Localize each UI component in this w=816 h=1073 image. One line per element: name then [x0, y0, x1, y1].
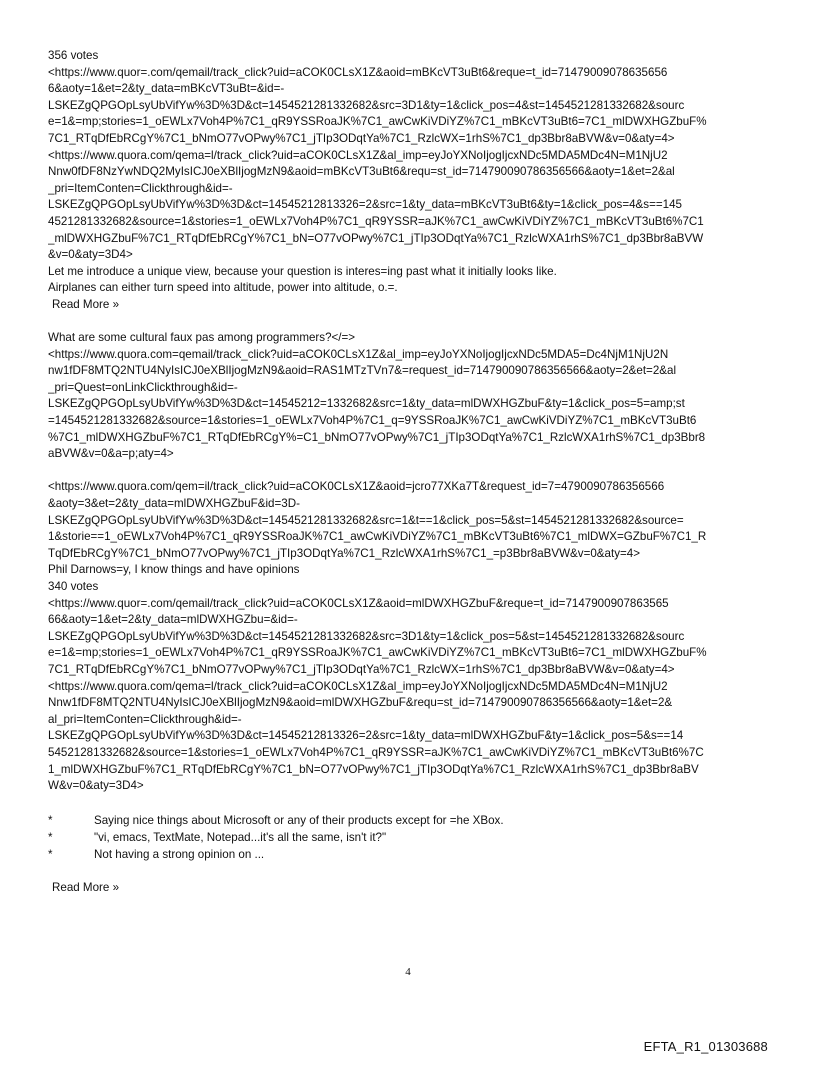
- tracking-link[interactable]: [48, 596, 770, 679]
- link-line: 7C1_RTqDfEbRCgY%7C1_bNmO77vOPwy%7C1_jTIp3ODqtYa%7C1_RzlcWX=1rhS%7C1_dp3Bbr8aBVW&v=0&aty=4>: [48, 131, 675, 145]
- tracking-link[interactable]: [48, 347, 770, 463]
- link-line: LSKEZgQPGOpLsyUbVifYw%3D%3D&ct=1454521281332682&src=3D1&ty=1&click_pos=4&st=1454521281332682&sourc: [48, 98, 685, 112]
- tracking-link[interactable]: [48, 479, 770, 562]
- link-line: LSKEZgQPGOpLsyUbVifYw%3D%3D&ct=1454521281332682&src=3D1&ty=1&click_pos=5&st=1454521281332682&sourc: [48, 629, 685, 643]
- link-line: <https://www.quor=.com/qemail/track_click?uid=aCOK0CLsX1Z&aoid=mBKcVT3uBt6&reque=t_id=71479009078635656: [48, 65, 668, 79]
- link-line: %7C1_mlDWXHGZbuF%7C1_RTqDfEbRCgY%=C1_bNmO77vOPwy%7C1_jTIp3ODqtYa%7C1_RzlcWXA1rhS%7C1_dp3Bbr8: [48, 430, 706, 444]
- vote-count: 340 votes: [48, 580, 99, 593]
- link-line: _pri=Quest=onLinkClickthrough&id=-: [48, 380, 238, 394]
- link-line: =1454521281332682&source=1&stories=1_oEWLx7Voh4P%7C1_q=9YSSRoaJK%7C1_awCwKiVDiYZ%7C1_mBKcVT3uBt6: [48, 414, 697, 428]
- link-line: _pri=ItemConten=Clickthrough&id=-: [48, 181, 233, 195]
- link-line: TqDfEbRCgY%7C1_bNmO77vOPwy%7C1_jTIp3ODqtYa%7C1_RzlcWXA1rhS%7C1_=p3Bbr8aBVW&v=0&aty=4>: [48, 546, 640, 560]
- tracking-link[interactable]: [48, 65, 770, 148]
- link-line: LSKEZgQPGOpLsyUbVifYw%3D%3D&ct=14545212=1332682&src=1&ty_data=mlDWXHGZbuF&ty=1&click_pos=5=amp;st: [48, 397, 685, 411]
- tracking-link[interactable]: [48, 148, 770, 264]
- link-line: 7C1_RTqDfEbRCgY%7C1_bNmO77vOPwy%7C1_jTIp3ODqtYa%7C1_RzlcWX=1rhS%7C1_dp3Bbr8aBVW&v=0&aty=4>: [48, 662, 675, 676]
- link-line: <https://www.quora.com/qema=l/track_click?uid=aCOK0CLsX1Z&al_imp=eyJoYXNoIjogIjcxNDc5MDA5MDc4N=M1NjU2: [48, 148, 668, 162]
- bullet-text: "vi, emacs, TextMate, Notepad...it's all the same, isn't it?": [94, 830, 387, 844]
- link-line: <https://www.quora.com=qemail/track_click?uid=aCOK0CLsX1Z&al_imp=eyJoYXNoIjogIjcxNDc5MDA5=Dc4NjM1NjU2N: [48, 347, 669, 361]
- bullet-mark: *: [48, 814, 53, 828]
- link-line: 66&aoty=1&et=2&ty_data=mlDWXHGZbu=&id=-: [48, 613, 298, 627]
- link-line: &aoty=3&et=2&ty_data=mlDWXHGZbuF&id=3D-: [48, 497, 300, 511]
- link-line: W&v=0&aty=3D4>: [48, 779, 144, 793]
- list-item: [48, 813, 770, 830]
- link-line: e=1&=mp;stories=1_oEWLx7Voh4P%7C1_qR9YSSRoaJK%7C1_awCwKiVDiYZ%7C1_mBKcVT3uBt6=7C1_mlDWXHGZbuF%: [48, 115, 707, 129]
- link-line: <https://www.quora.com/qema=l/track_click?uid=aCOK0CLsX1Z&al_imp=eyJoYXNoIjogIjcxNDc5MDA5MDc4N=M1NjU2: [48, 679, 668, 693]
- link-line: al_pri=ItemConten=Clickthrough&id=-: [48, 712, 242, 726]
- link-line: nw1fDF8MTQ2NTU4NyIsICJ0eXBlIjogMzN9&aoid=RAS1MTzTVn7&=request_id=714790090786356566&aoty=2&et=2&al: [48, 364, 677, 378]
- email-body: [48, 48, 770, 896]
- link-line: Nnw1fDF8MTQ2NTU4NyIsICJ0eXBlIjogMzN9&aoid=mlDWXHGZbuF&requ=st_id=714790090786356566&aoty=1&et=2&: [48, 696, 673, 710]
- link-line: LSKEZgQPGOpLsyUbVifYw%3D%3D&ct=14545212813326=2&src=1&ty_data=mBKcVT3uBt6&ty=1&click_pos=4&s==145: [48, 198, 682, 212]
- link-line: <https://www.quora.com/qem=il/track_click?uid=aCOK0CLsX1Z&aoid=jcro77XKa7T&request_id=7=4790090786356566: [48, 480, 665, 494]
- link-line: 4521281332682&source=1&stories=1_oEWLx7Voh4P%7C1_qR9YSSR=aJK%7C1_awCwKiVDiYZ%7C1_mBKcVT3uBt6%7C1: [48, 214, 704, 228]
- spacer: [48, 795, 770, 812]
- bullet-text: Saying nice things about Microsoft or any of their products except for =he XBox.: [94, 814, 504, 828]
- read-more-link[interactable]: Read More »: [52, 297, 120, 311]
- link-line: Nnw0fDF8NzYwNDQ2MyIsICJ0eXBlIjogMzN9&aoid=mBKcVT3uBt6&requ=st_id=714790090786356566&aoty=1&et=2&al: [48, 165, 675, 179]
- bullet-mark: *: [48, 847, 53, 861]
- link-line: 1_mlDWXHGZbuF%7C1_RTqDfEbRCgY%7C1_bN=O77vOPwy%7C1_jTIp3ODqtYa%7C1_RzlcWXA1rhS%7C1_dp3Bbr8aBV: [48, 762, 699, 776]
- spacer: [48, 314, 770, 331]
- bullet-text: Not having a strong opinion on ...: [94, 847, 265, 861]
- link-line: 1&storie==1_oEWLx7Voh4P%7C1_qR9YSSRoaJK%7C1_awCwKiVDiYZ%7C1_mBKcVT3uBt6%7C1_mlDWX=GZbuF%7C1_R: [48, 530, 707, 544]
- link-line: aBVW&v=0&a=p;aty=4>: [48, 447, 174, 461]
- page-number: 4: [405, 966, 411, 978]
- bullet-list: [48, 813, 770, 863]
- vote-count: 356 votes: [48, 49, 99, 62]
- bullet-mark: *: [48, 830, 53, 844]
- link-line: 6&aoty=1&et=2&ty_data=mBKcVT3uBt=&id=-: [48, 82, 285, 96]
- link-line: &v=0&aty=3D4>: [48, 248, 133, 262]
- answer-snippet: Airplanes can either turn speed into altitude, power into altitude, o.=.: [48, 281, 398, 295]
- spacer: [48, 463, 770, 480]
- spacer: [48, 863, 770, 880]
- answer-snippet: Let me introduce a unique view, because your question is interes=ing past what it initially looks like.: [48, 264, 557, 278]
- link-line: e=1&=mp;stories=1_oEWLx7Voh4P%7C1_qR9YSSRoaJK%7C1_awCwKiVDiYZ%7C1_mBKcVT3uBt6=7C1_mlDWXHGZbuF%: [48, 646, 707, 660]
- list-item: [48, 830, 770, 847]
- link-line: LSKEZgQPGOpLsyUbVifYw%3D%3D&ct=14545212813326=2&src=1&ty_data=mlDWXHGZbuF&ty=1&click_pos=5&s==14: [48, 729, 684, 743]
- link-line: _mlDWXHGZbuF%7C1_RTqDfEbRCgY%7C1_bN=O77vOPwy%7C1_jTIp3ODqtYa%7C1_RzlcWXA1rhS%7C1_dp3Bbr8aBVW: [48, 231, 704, 245]
- list-item: [48, 847, 770, 864]
- document-id: EFTA_R1_01303688: [643, 1039, 768, 1054]
- link-line: 54521281332682&source=1&stories=1_oEWLx7Voh4P%7C1_qR9YSSR=aJK%7C1_awCwKiVDiYZ%7C1_mBKcVT3uBt6%7C: [48, 745, 704, 759]
- link-line: <https://www.quor=.com/qemail/track_click?uid=aCOK0CLsX1Z&aoid=mlDWXHGZbuF&reque=t_id=7147900907863565: [48, 596, 669, 610]
- link-line: LSKEZgQPGOpLsyUbVifYw%3D%3D&ct=1454521281332682&src=1&t==1&click_pos=5&st=1454521281332682&source=: [48, 513, 684, 527]
- answer-author: Phil Darnows=y, I know things and have opinions: [48, 563, 300, 577]
- tracking-link[interactable]: [48, 679, 770, 795]
- question-title[interactable]: What are some cultural faux pas among programmers?</=>: [48, 331, 356, 345]
- read-more-link[interactable]: Read More »: [52, 880, 120, 894]
